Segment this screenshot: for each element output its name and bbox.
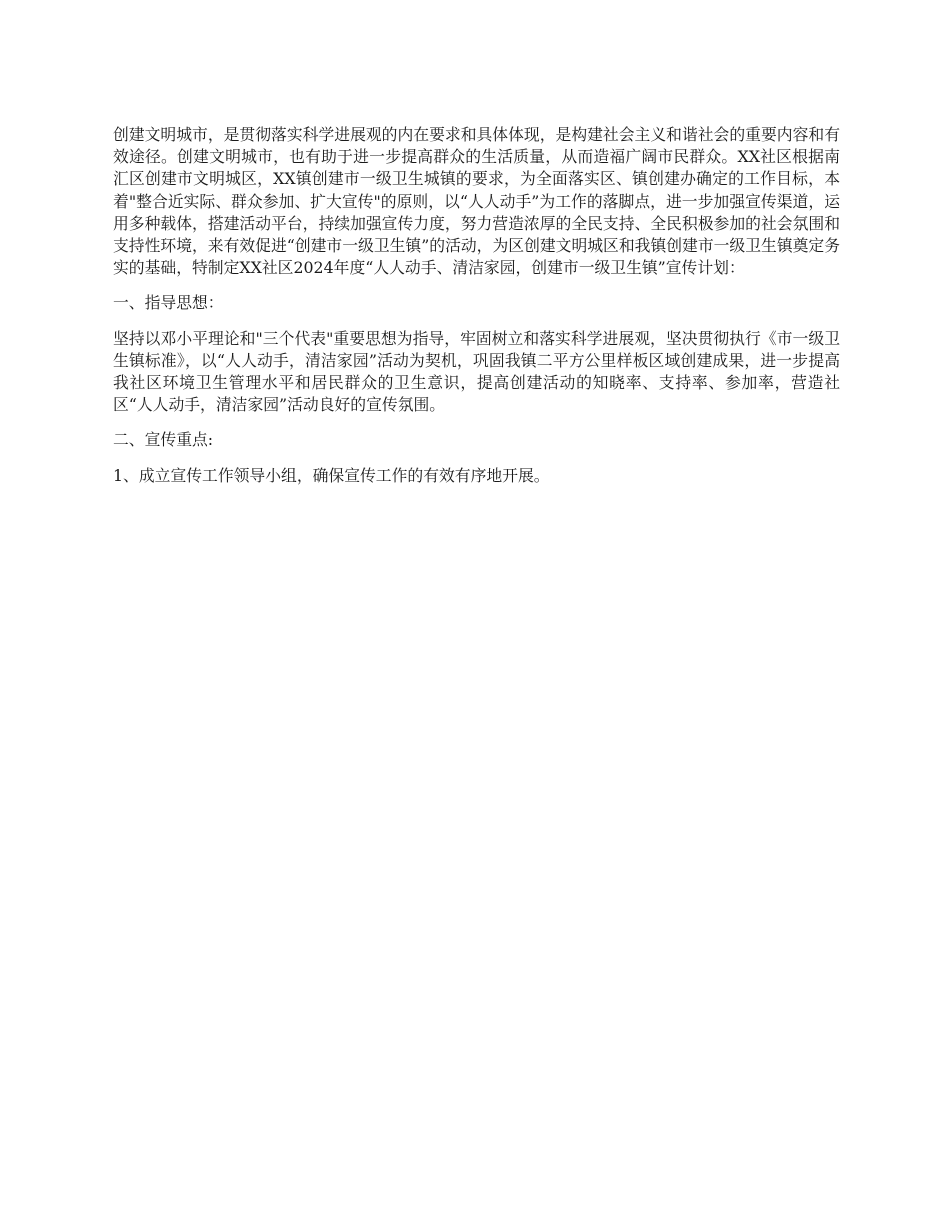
guiding-ideology-paragraph: 坚持以邓小平理论和"三个代表"重要思想为指导，牢固树立和落实科学进展观，坚决贯彻执行《市一级卫生镇标准》，以“人人动手，清洁家园”活动为契机，巩固我镇二平方公里样板区域创建成果，进一步提高我社区环境卫生管理水平和居民群众的卫生意识，提高创建活动的知晓率、支持率、参加率，营造社区“人人动手，清洁家园”活动良好的宣传氛围。	[113, 328, 840, 415]
section-heading-publicity-focus: 二、宣传重点:	[113, 430, 214, 450]
intro-paragraph: 创建文明城市，是贯彻落实科学进展观的内在要求和具体体现，是构建社会主义和谐社会的重要内容和有效途径。创建文明城市，也有助于进一步提高群众的生活质量，从而造福广阔市民群众。XX社区根据南汇区创建市文明城区，XX镇创建市一级卫生城镇的要求，为全面落实区、镇创建办确定的工作目标，本着"整合近实际、群众参加、扩大宣传"的原则，以“人人动手”为工作的落脚点，进一步加强宣传渠道，运用多种载体，搭建活动平台，持续加强宣传力度，努力营造浓厚的全民支持、全民积极参加的社会氛围和支持性环境，来有效促进“创建市一级卫生镇”的活动，为区创建文明城区和我镇创建市一级卫生镇奠定务实的基础，特制定XX社区2024年度“人人动手、清洁家园，创建市一级卫生镇”宣传计划：	[113, 125, 841, 278]
section-heading-guiding-ideology: 一、指导思想：	[113, 293, 224, 313]
document-body	[113, 124, 840, 487]
publicity-item-1: 1、成立宣传工作领导小组，确保宣传工作的有效有序地开展。	[113, 465, 550, 485]
